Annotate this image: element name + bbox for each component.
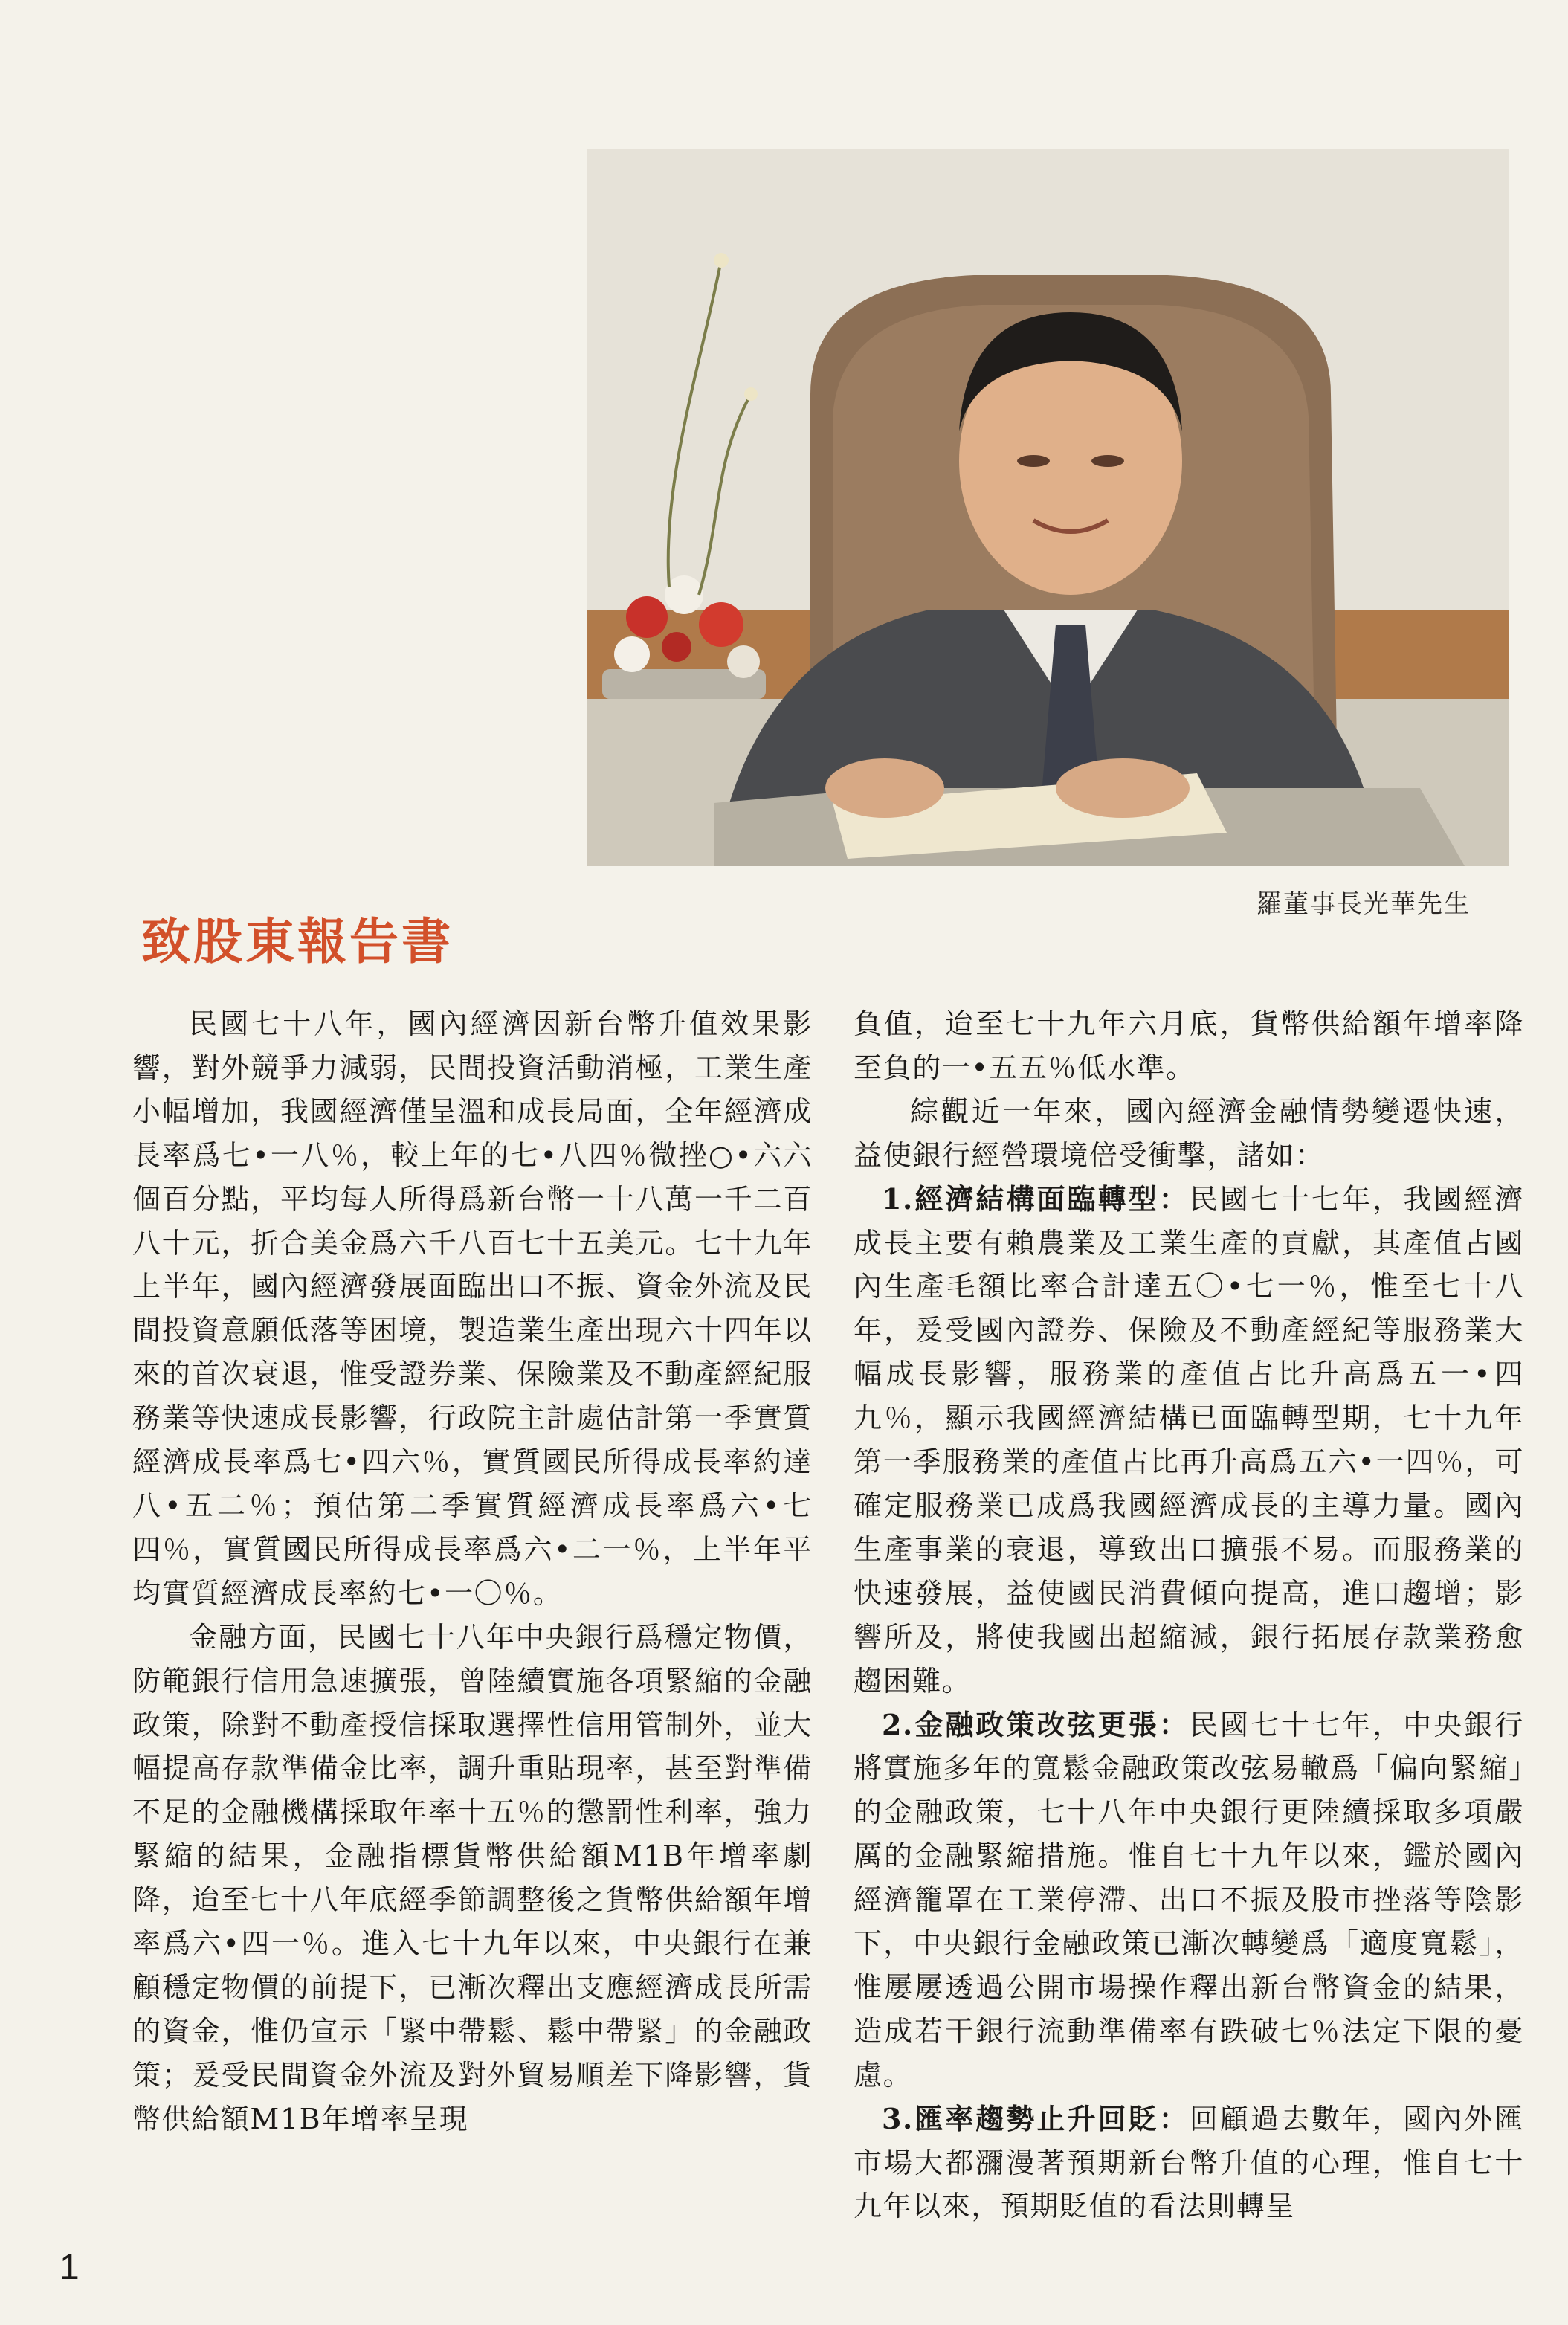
- right-column: [854, 1002, 1524, 2228]
- item-heading: 1.經濟結構面臨轉型：: [882, 1181, 1190, 1216]
- paragraph-economy: 民國七十八年，國內經濟因新台幣升值效果影響，對外競爭力減弱，民間投資活動消極，工業生產小幅增加，我國經濟僅呈溫和成長局面，全年經濟成長率爲七•一八％，較上年的七•八四％微挫○•六六個百分點，平均每人所得爲新台幣一十八萬一千二百八十元，折合美金爲六千八百七十五美元。七十九年上半年，國內經濟發展面臨出口不振、資金外流及民間投資意願低落等困境，製造業生產出現六十四年以來的首次衰退，惟受證券業、保險業及不動產經紀服務業等快速成長影響，行政院主計處估計第一季實質經濟成長率爲七•四六％，實質國民所得成長率約達八•五二％；預估第二季實質經濟成長率爲六•七四％，實質國民所得成長率爲六•二一％，上半年平均實質經濟成長率約七•一〇％。: [132, 1007, 813, 1610]
- item-body: 民國七十七年，我國經濟成長主要有賴農業及工業生產的貢獻，其產值占國內生產毛額比率合計達五〇•七一％，惟至七十八年，爰受國內證券、保險及不動產經紀等服務業大幅成長影響，服務業的產值占比升高爲五一•四九％，顯示我國經濟結構已面臨轉型期，七十九年第一季服務業的產值占比再升高爲五六•一四％，可確定服務業已成爲我國經濟成長的主導力量。國內生產事業的衰退，導致出口擴張不易。而服務業的快速發展，益使國民消費傾向提高，進口趨增；影響所及，將使我國出超縮減，銀行拓展存款業務愈趨困難。: [854, 1182, 1524, 1697]
- item-body: 民國七十七年，中央銀行將實施多年的寬鬆金融政策改弦易轍爲「偏向緊縮」的金融政策，七十八年中央銀行更陸續採取多項嚴厲的金融緊縮措施。惟自七十九年以來，鑑於國內經濟籠罩在工業停滯、出口不振及股市挫落等陰影下，中央銀行金融政策已漸次轉變爲「適度寬鬆」，惟屢屢透過公開市場操作釋出新台幣資金的結果，造成若干銀行流動準備率有跌破七％法定下限的憂慮。: [854, 1708, 1524, 2092]
- paragraph-finance: 金融方面，民國七十八年中央銀行爲穩定物價，防範銀行信用急速擴張，曾陸續實施各項緊縮的金融政策，除對不動產授信採取選擇性信用管制外，並大幅提高存款準備金比率，調升重貼現率，甚至對準備不足的金融機構採取年率十五％的懲罰性利率，強力緊縮的結果，金融指標貨幣供給額M1B年增率劇降，迨至七十八年底經季節調整後之貨幣供給額年增率爲六•四一％。進入七十九年以來，中央銀行在兼顧穩定物價的前提下，已漸次釋出支應經濟成長所需的資金，惟仍宣示「緊中帶鬆、鬆中帶緊」的金融政策；爰受民間資金外流及對外貿易順差下降影響，貨幣供給額M1B年增率呈現: [132, 1620, 813, 2135]
- report-title: 致股東報告書: [141, 913, 454, 970]
- item-heading: 3.匯率趨勢止升回貶：: [882, 2101, 1190, 2135]
- paragraph-overview: 綜觀近一年來，國內經濟金融情勢變遷快速，益使銀行經營環境倍受衝擊，諸如：: [854, 1094, 1524, 1172]
- item-exchange-rate: [854, 2097, 1524, 2229]
- left-column: [132, 1002, 813, 2141]
- item-body: 回顧過去數年，國內外匯市場大都瀰漫著預期新台幣升值的心理，惟自七十九年以來，預期貶值的看法則轉呈: [854, 2102, 1524, 2223]
- item-heading: 2.金融政策改弦更張：: [882, 1707, 1190, 1741]
- paragraph-continuation: 負值，迨至七十九年六月底，貨幣供給額年增率降至負的一•五五％低水準。: [854, 1007, 1524, 1084]
- page-number: 1: [59, 2248, 80, 2287]
- chairman-portrait-photo: [587, 149, 1509, 866]
- item-economic-structure: [854, 1178, 1524, 1703]
- item-monetary-policy: [854, 1703, 1524, 2097]
- photo-caption: 羅董事長光華先生: [1256, 889, 1471, 919]
